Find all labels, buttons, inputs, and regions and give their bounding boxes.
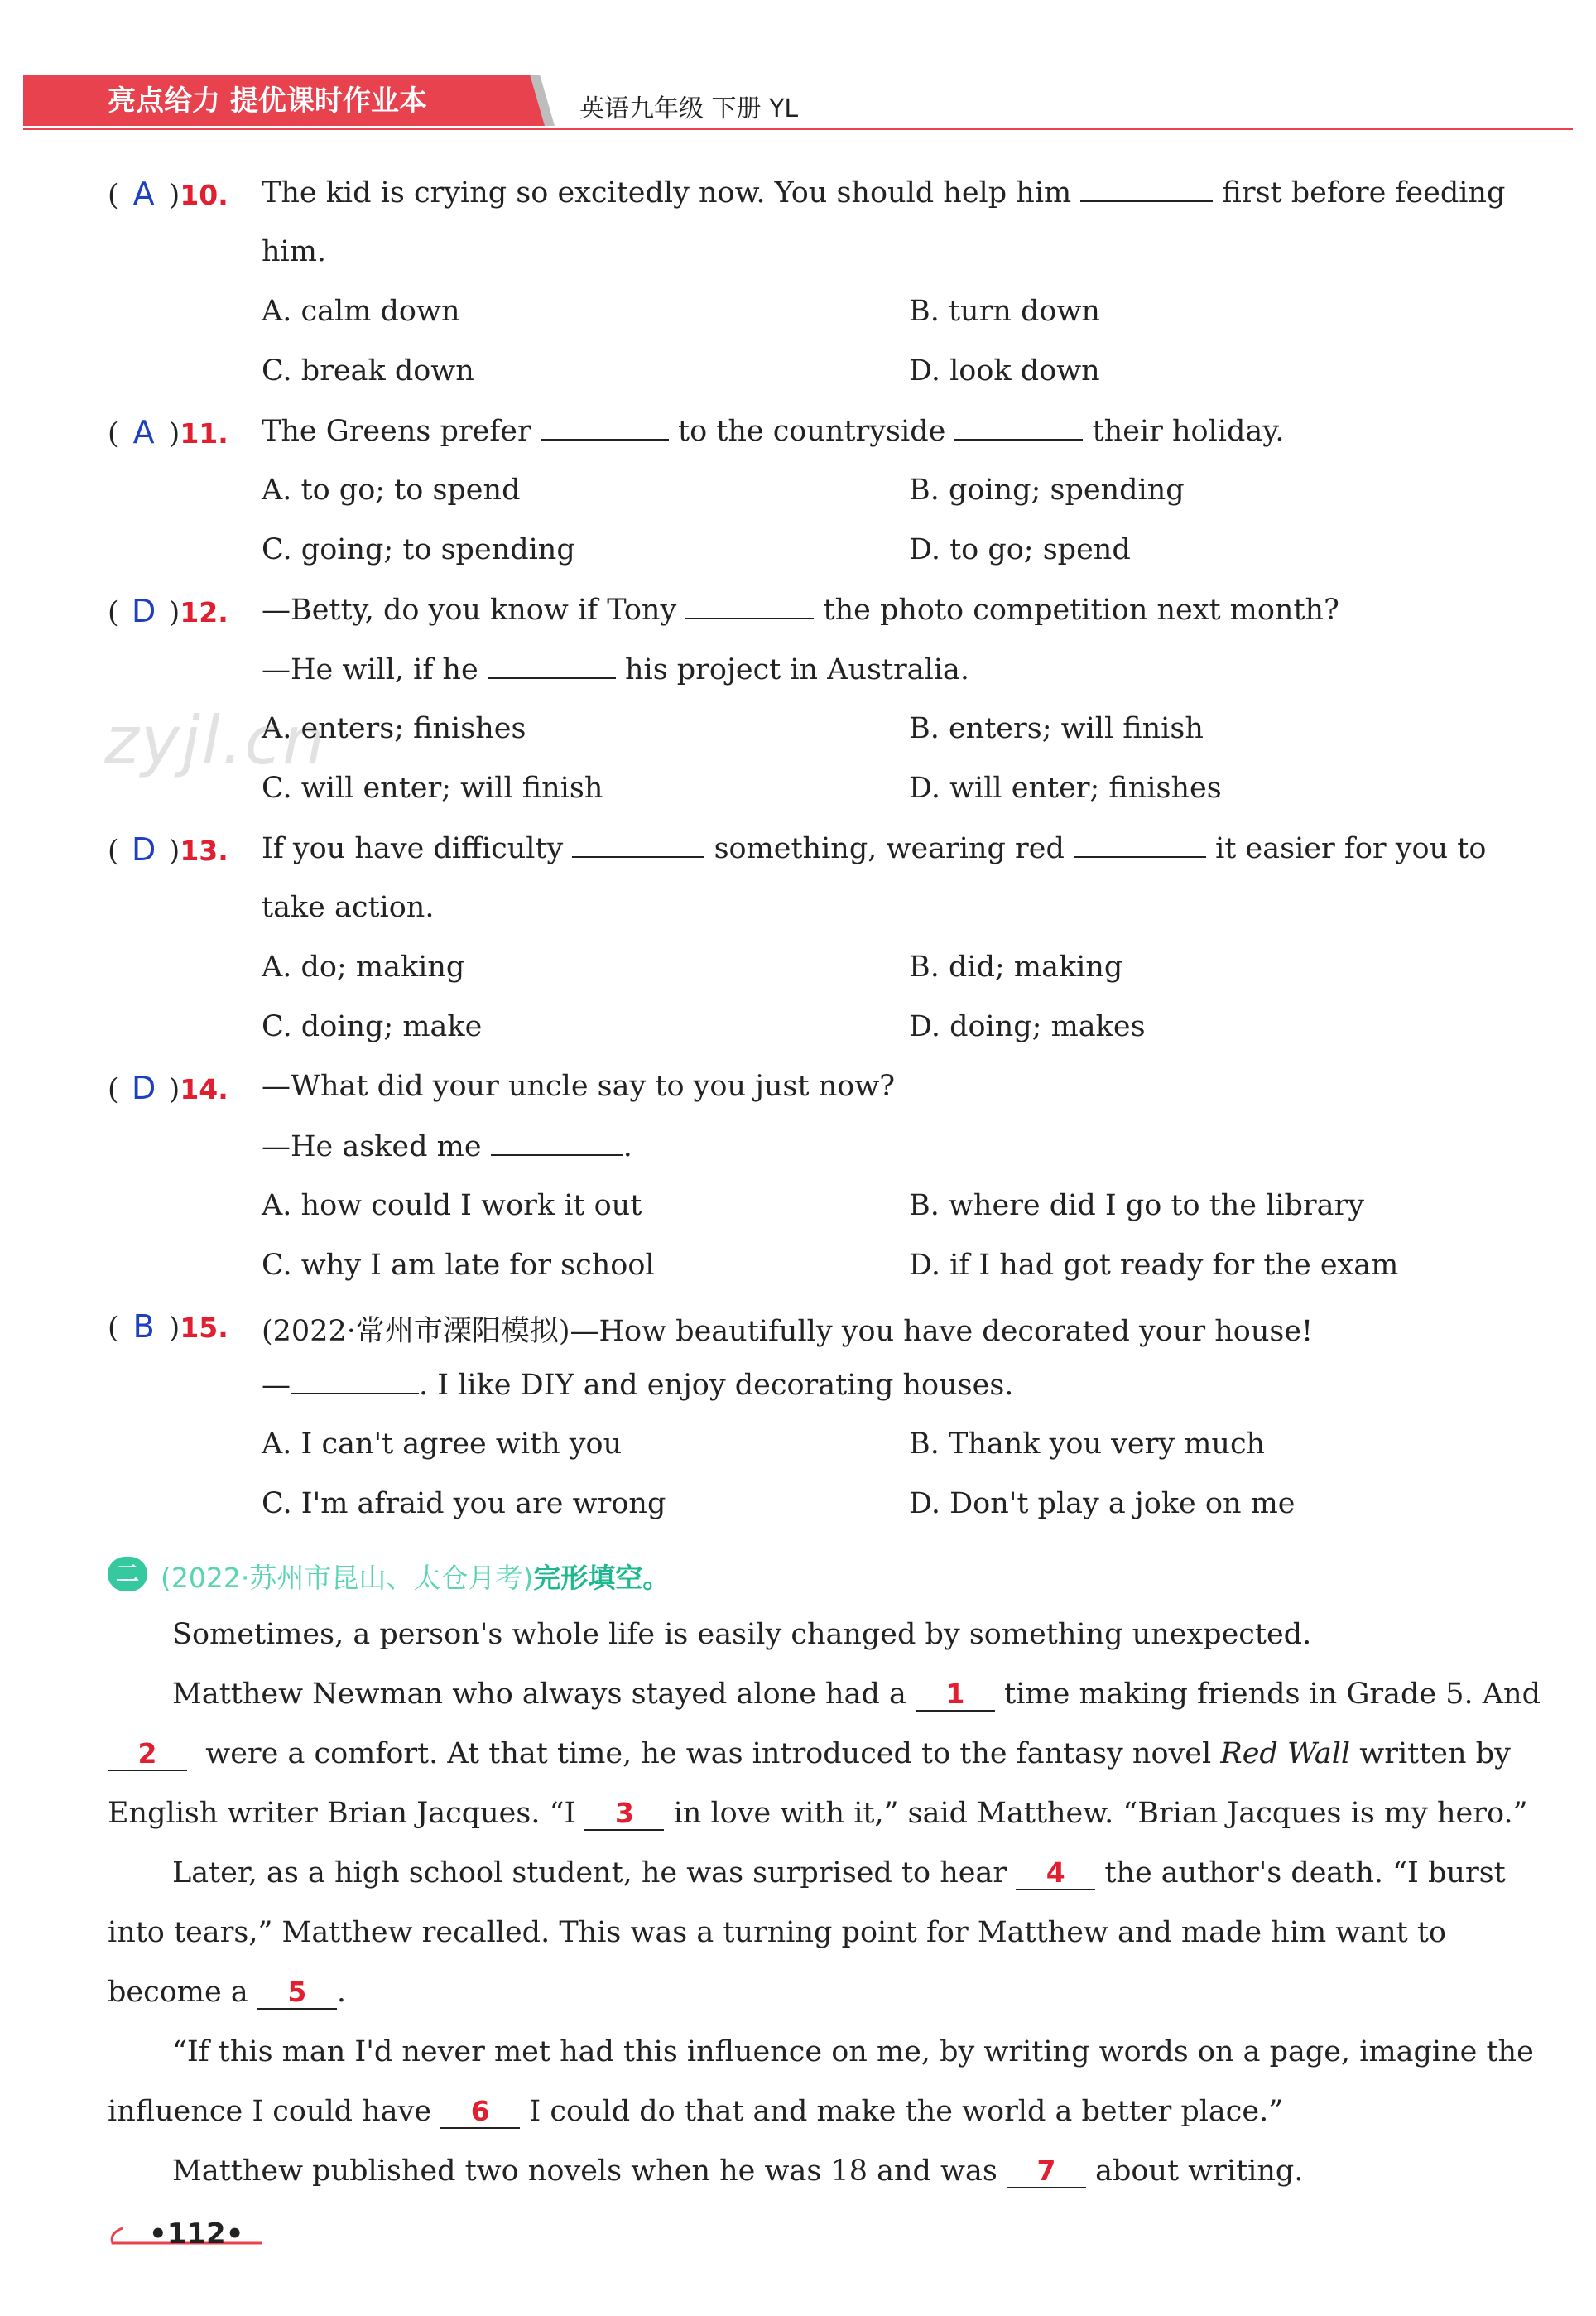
passage-paragraph-2-line-1: Matthew Newman who always stayed alone had a 1 time making friends in Grade 5. And <box>172 1678 1541 1711</box>
question-14-stem: —What did your uncle say to you just now? <box>262 1070 896 1103</box>
watermark: zyjl.cn <box>104 702 326 779</box>
question-12-option-d: D. will enter; finishes <box>909 772 1222 805</box>
cloze-blank-7: 7 <box>1007 2155 1086 2188</box>
header-series-title: 亮点给力 提优课时作业本 <box>108 84 427 118</box>
question-10-option-a: A. calm down <box>262 295 460 328</box>
question-10-option-c: C. break down <box>262 354 474 388</box>
section-2-title: (2022·苏州市昆山、太仓月考)完形填空。 <box>161 1562 671 1594</box>
question-15-option-b: B. Thank you very much <box>909 1428 1266 1461</box>
question-14-line-2: —He asked me . <box>262 1130 632 1163</box>
cloze-blank-6: 6 <box>440 2095 520 2129</box>
question-12-stem: —Betty, do you know if Tony the photo competition next month? <box>262 594 1339 627</box>
page-number: •112• <box>149 2217 244 2251</box>
cloze-blank-3: 3 <box>584 1797 664 1831</box>
question-10-continuation: him. <box>262 235 327 268</box>
question-11-answer: ( A )11. <box>108 414 228 450</box>
question-13-continuation: take action. <box>262 891 435 924</box>
passage-paragraph-4-line-1: “If this man I'd never met had this influence on me, by writing words on a page, imagine the <box>172 2035 1534 2068</box>
question-10-answer: ( A )10. <box>108 176 228 212</box>
question-10-stem: The kid is crying so excitedly now. You should help him first before feeding <box>262 176 1506 209</box>
question-11-option-a: A. to go; to spend <box>262 474 521 507</box>
question-13-stem: If you have difficulty something, wearing red it easier for you to <box>262 832 1487 865</box>
question-13-option-c: C. doing; make <box>262 1010 483 1043</box>
question-15-answer: ( B )15. <box>108 1308 228 1345</box>
question-14-answer: ( D )14. <box>108 1070 228 1106</box>
question-15-stem: (2022·常州市溧阳模拟)—How beautifully you have decorated your house! <box>262 1315 1314 1348</box>
passage-paragraph-2-line-2: 2 were a comfort. At that time, he was introduced to the fantasy novel Red Wall written by <box>108 1737 1511 1771</box>
header-rule <box>23 128 1573 130</box>
question-13-option-b: B. did; making <box>909 951 1123 984</box>
passage-paragraph-2-line-3: English writer Brian Jacques. “I 3 in love with it,” said Matthew. “Brian Jacques is my hero.” <box>108 1797 1528 1830</box>
question-10-option-b: B. turn down <box>909 295 1100 328</box>
question-15-line-2: — . I like DIY and enjoy decorating houses. <box>262 1369 1014 1402</box>
header-subject: 英语九年级 下册 YL <box>579 94 799 123</box>
passage-paragraph-3-line-1: Later, as a high school student, he was surprised to hear 4 the author's death. “I burst <box>172 1856 1506 1890</box>
cloze-blank-4: 4 <box>1016 1856 1095 1890</box>
passage-paragraph-1: Sometimes, a person's whole life is easily changed by something unexpected. <box>172 1618 1312 1651</box>
cloze-blank-5: 5 <box>257 1976 337 2010</box>
passage-paragraph-5: Matthew published two novels when he was 18 and was 7 about writing. <box>172 2155 1304 2188</box>
question-14-option-d: D. if I had got ready for the exam <box>909 1249 1399 1282</box>
question-12-option-a: A. enters; finishes <box>262 712 526 745</box>
question-15-option-c: C. I'm afraid you are wrong <box>262 1487 666 1520</box>
cloze-blank-2: 2 <box>108 1737 187 1771</box>
question-13-option-d: D. doing; makes <box>909 1010 1146 1043</box>
passage-paragraph-4-line-2: influence I could have 6 I could do that and make the world a better place.” <box>108 2095 1284 2128</box>
question-13-answer: ( D )13. <box>108 831 228 868</box>
question-11-option-b: B. going; spending <box>909 474 1185 507</box>
question-12-line-2: —He will, if he his project in Australia. <box>262 653 970 686</box>
passage-paragraph-3-line-2: into tears,” Matthew recalled. This was a turning point for Matthew and made him want to <box>108 1916 1446 1949</box>
passage-paragraph-3-line-3: become a 5 . <box>108 1976 346 2009</box>
section-2-badge: 二 <box>108 1557 147 1591</box>
question-14-option-a: A. how could I work it out <box>262 1189 642 1222</box>
question-11-stem: The Greens prefer to the countryside their holiday. <box>262 415 1285 448</box>
question-15-option-d: D. Don't play a joke on me <box>909 1487 1296 1520</box>
question-11-option-c: C. going; to spending <box>262 533 575 566</box>
question-12-option-b: B. enters; will finish <box>909 712 1204 745</box>
question-12-option-c: C. will enter; will finish <box>262 772 603 805</box>
question-14-option-b: B. where did I go to the library <box>909 1189 1365 1222</box>
cloze-blank-1: 1 <box>916 1678 995 1712</box>
question-12-answer: ( D )12. <box>108 593 228 629</box>
question-15-option-a: A. I can't agree with you <box>262 1428 623 1461</box>
question-10-option-d: D. look down <box>909 354 1100 388</box>
question-14-option-c: C. why I am late for school <box>262 1249 655 1282</box>
question-13-option-a: A. do; making <box>262 951 465 984</box>
question-11-option-d: D. to go; spend <box>909 533 1131 566</box>
